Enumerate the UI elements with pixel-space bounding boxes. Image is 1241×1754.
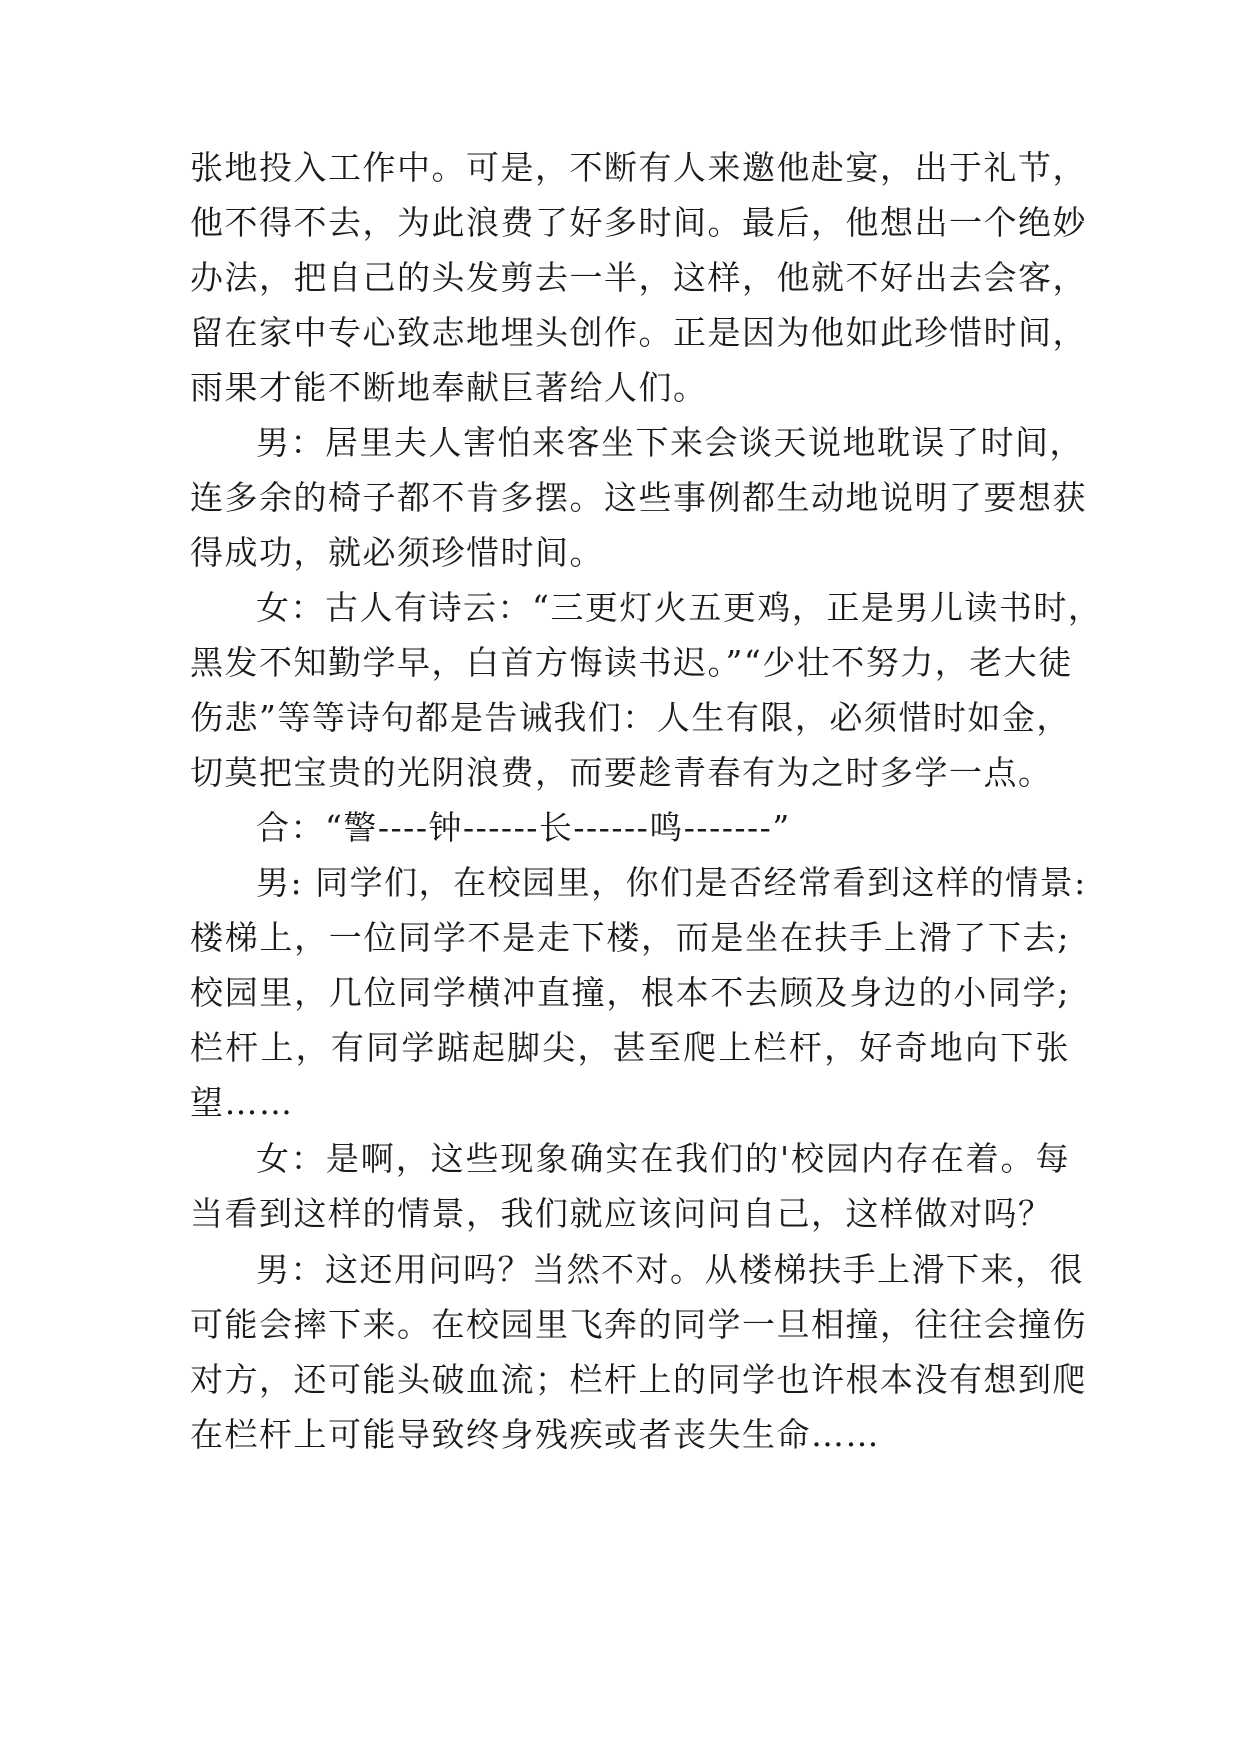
text-line: 在栏杆上可能导致终身残疾或者丧失生命……	[190, 1415, 880, 1454]
text-line: 校园里，几位同学横冲直撞，根本不去顾及身边的小同学;	[190, 973, 1070, 1012]
paragraph-start: 女：是啊，这些现象确实在我们的'校园内存在着。每	[256, 1139, 1070, 1178]
text-line: 办法，把自己的头发剪去一半，这样，他就不好出去会客，	[190, 258, 1087, 297]
text-line: 得成功，就必须珍惜时间。	[190, 533, 604, 572]
text-line: 切莫把宝贵的光阴浪费，而要趁青春有为之时多学一点。	[190, 753, 1053, 792]
text-line: 他不得不去，为此浪费了好多时间。最后，他想出一个绝妙	[190, 203, 1087, 242]
paragraph-start: 女：古人有诗云：“三更灯火五更鸡，正是男儿读书时，	[256, 588, 1103, 627]
text-line: 连多余的椅子都不肯多摆。这些事例都生动地说明了要想获	[190, 478, 1087, 517]
text-line: 可能会摔下来。在校园里飞奔的同学一旦相撞，往往会撞伤	[190, 1305, 1087, 1344]
paragraph-start: 男: 同学们，在校园里，你们是否经常看到这样的情景:	[256, 863, 1087, 902]
text-line: 黑发不知勤学早，白首方悔读书迟。”“少壮不努力，老大徒	[190, 643, 1073, 682]
text-line: 雨果才能不断地奉献巨著给人们。	[190, 368, 708, 407]
paragraph-start: 男：居里夫人害怕来客坐下来会谈天说地耽误了时间，	[256, 423, 1084, 462]
paragraph-start: 男：这还用问吗？当然不对。从楼梯扶手上滑下来，很	[256, 1250, 1084, 1289]
text-line: 张地投入工作中。可是，不断有人来邀他赴宴，出于礼节，	[190, 148, 1087, 187]
text-line: 伤悲”等等诗句都是告诫我们：人生有限，必须惜时如金，	[190, 698, 1071, 737]
text-line: 望……	[190, 1083, 294, 1122]
text-line: 栏杆上，有同学踮起脚尖，甚至爬上栏杆，好奇地向下张	[190, 1028, 1070, 1067]
paragraph-start: 合：“警----钟------长------鸣-------”	[256, 808, 791, 847]
text-line: 留在家中专心致志地埋头创作。正是因为他如此珍惜时间，	[190, 313, 1087, 352]
text-line: 当看到这样的情景，我们就应该问问自己，这样做对吗？	[190, 1194, 1053, 1233]
text-line: 楼梯上，一位同学不是走下楼，而是坐在扶手上滑了下去;	[190, 918, 1070, 957]
text-line: 对方，还可能头破血流；栏杆上的同学也许根本没有想到爬	[190, 1360, 1087, 1399]
